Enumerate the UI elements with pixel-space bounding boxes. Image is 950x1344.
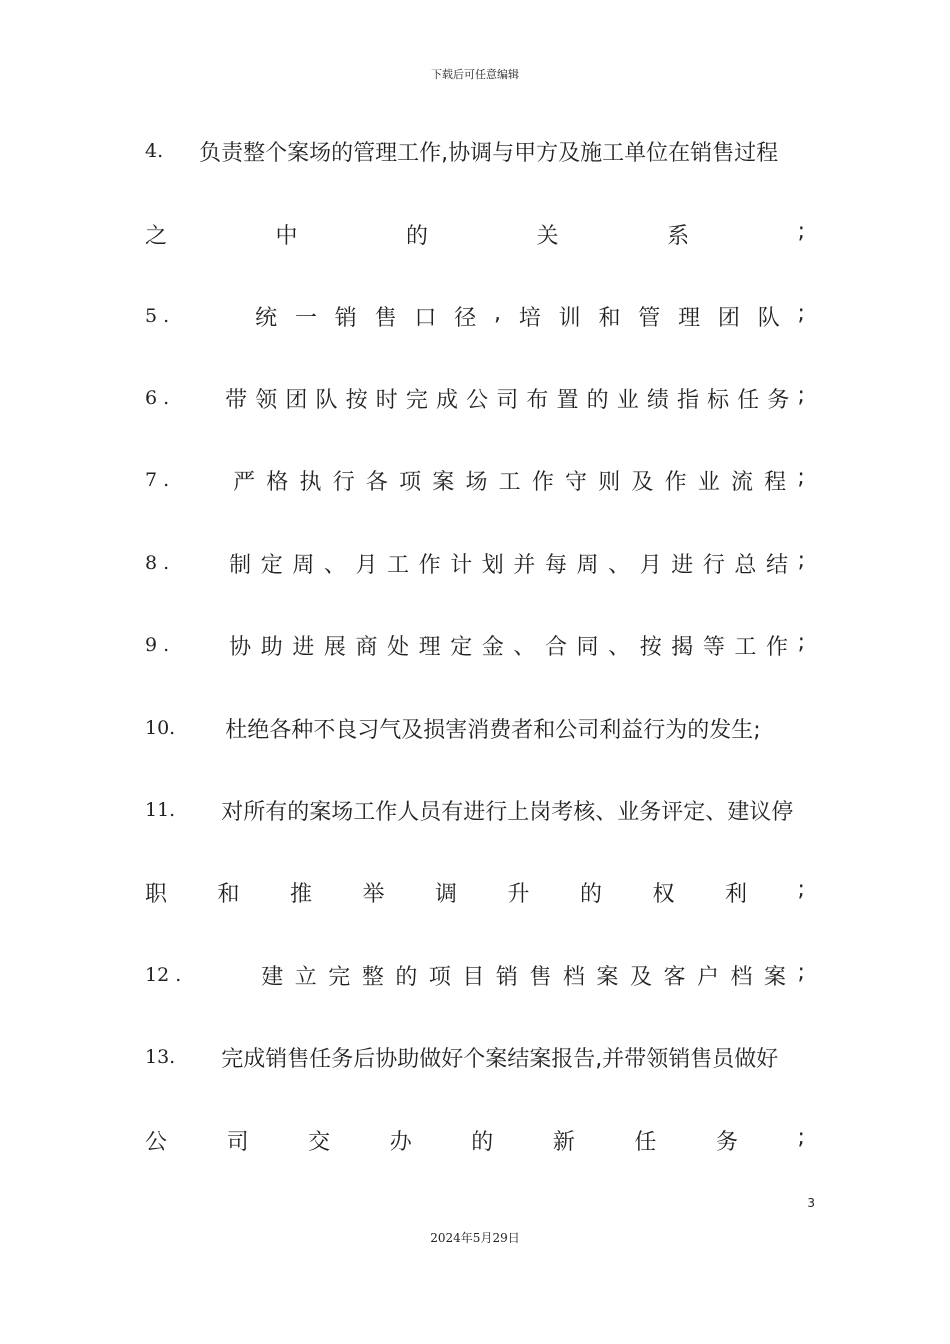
list-number: 7 . xyxy=(145,469,170,491)
body-line xyxy=(145,630,805,660)
line-text: 协 助 进 展 商 处 理 定 金 、 合 同 、 按 揭 等 工 作 ; xyxy=(229,630,805,660)
line-text: 负责整个案场的管理工作,协调与甲方及施工单位在销售过程 xyxy=(199,140,779,166)
body-line xyxy=(145,877,805,907)
body-line xyxy=(145,219,805,249)
line-text: 建 立 完 整 的 项 目 销 售 档 案 及 客 户 档 案 ; xyxy=(261,960,805,990)
page-header: 下载后可任意编辑 xyxy=(431,68,519,81)
body-line xyxy=(145,301,805,331)
body-line xyxy=(145,465,805,495)
list-number: 6 . xyxy=(145,387,170,409)
page-footer-date: 2024年5月29日 xyxy=(430,1231,520,1245)
line-text: 带 领 团 队 按 时 完 成 公 司 布 置 的 业 绩 指 标 任 务 ; xyxy=(225,383,805,413)
page-number: 3 xyxy=(807,1196,815,1210)
line-text: 完成销售任务后协助做好个案结案报告,并带领销售员做好 xyxy=(221,1046,779,1072)
line-text: 公 司 交 办 的 新 任 务 ; xyxy=(145,1125,805,1155)
body-line xyxy=(145,136,805,166)
body-line xyxy=(145,960,805,990)
body-line xyxy=(145,383,805,413)
body-line xyxy=(145,548,805,578)
line-text: 对所有的案场工作人员有进行上岗考核、业务评定、建议停 xyxy=(221,799,794,825)
list-number: 10. xyxy=(145,717,176,739)
list-number: 9 . xyxy=(145,634,170,656)
body-line xyxy=(145,713,805,743)
list-number: 13. xyxy=(145,1046,176,1068)
list-number: 11. xyxy=(145,799,176,821)
list-number: 4. xyxy=(145,140,164,162)
line-text: 之 中 的 关 系 ; xyxy=(145,219,805,249)
body-line xyxy=(145,1042,805,1072)
list-number: 5 . xyxy=(145,305,170,327)
line-text: 职 和 推 举 调 升 的 权 利 ; xyxy=(145,877,805,907)
line-text: 统 一 销 售 口 径 , 培 训 和 管 理 团 队 ; xyxy=(255,301,805,331)
line-text: 制 定 周 、 月 工 作 计 划 并 每 周 、 月 进 行 总 结 ; xyxy=(229,548,805,578)
body-line xyxy=(145,795,805,825)
body-line xyxy=(145,1125,805,1155)
list-number: 12 . xyxy=(145,964,182,986)
line-text: 杜绝各种不良习气及损害消费者和公司利益行为的发生; xyxy=(225,717,761,743)
list-number: 8 . xyxy=(145,552,170,574)
line-text: 严 格 执 行 各 项 案 场 工 作 守 则 及 作 业 流 程 ; xyxy=(233,465,805,495)
